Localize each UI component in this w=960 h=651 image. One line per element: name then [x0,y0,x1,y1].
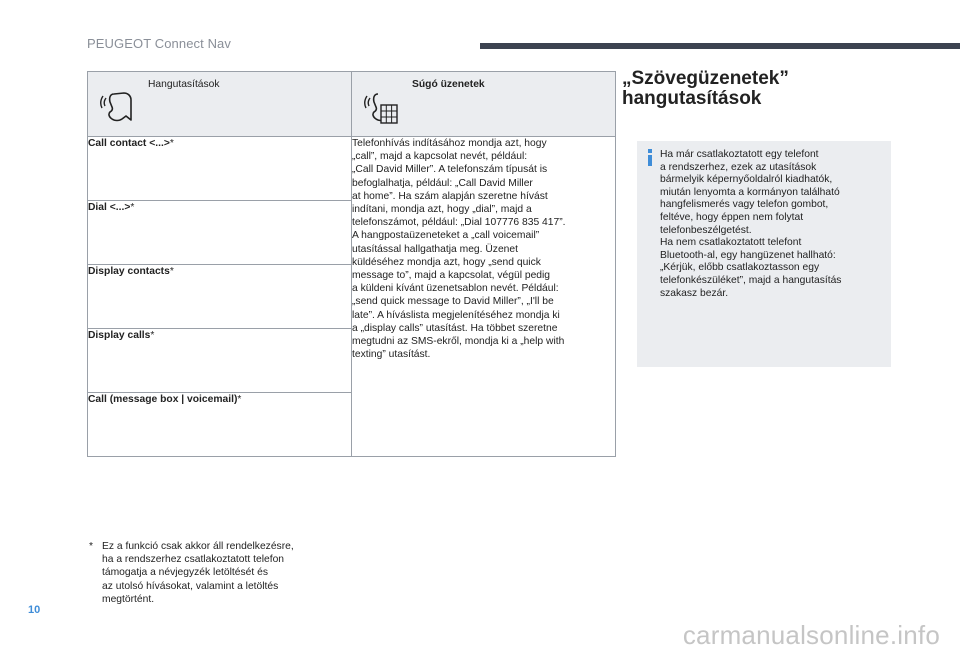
command-text: Dial <...> [88,202,131,213]
running-header-title: PEUGEOT Connect Nav [87,36,231,51]
command-text: Display contacts [88,266,170,277]
command-text: Call (message box | voicemail) [88,394,238,405]
command-cell [88,329,352,393]
command-cell [88,393,352,457]
footnote-star: * [237,394,242,405]
header-cell-voice-commands [88,72,352,137]
help-message-icon [364,88,400,126]
watermark: carmanualsonline.info [682,620,940,650]
footnote [89,540,349,606]
voice-command-icon [100,88,136,126]
voice-command-table [87,71,616,457]
footnote-text: Ez a funkció csak akkor áll rendelkezésre, ha a rendszerhez csatlakoztatott telefon támogatja a névjegyzék letöltését és az utolsó hívásokat, valamint a letöltés megtörtént. [102,541,294,605]
header-label-voice-commands: Hangutasítások [148,79,220,90]
header-bar [480,43,960,49]
footnote-star: * [169,138,174,149]
table-row [88,137,616,201]
footnote-marker: * [89,541,94,552]
footnote-star: * [130,202,135,213]
info-box [637,141,891,367]
command-cell [88,137,352,201]
footnote-star: * [169,266,174,277]
footnote-star: * [150,330,155,341]
info-icon [648,149,653,165]
table-header-row [88,72,616,137]
info-text: Ha már csatlakoztatott egy telefont a rendszerhez, ezek az utasítások bármelyik képernyőoldalról kiadhatók, miután lenyomta a kormányon található hangfelismerés vagy telefon gombot, feltéve, hogy éppen nem folytat telefonbeszélgetést. Ha nem csatlakoztatott telefont Bluetooth-al, egy hangüzenet hallható: „Kérjük, előbb csatlakoztasson egy telefonkészüléket”, majd a hangutasítás szakasz bezár. [660,149,842,299]
command-cell [88,265,352,329]
header-label-help-messages: Súgó üzenetek [412,79,485,90]
page-number: 10 [28,604,41,616]
description-cell: Telefonhívás indításához mondja azt, hogy „call”, majd a kapcsolat nevét, például: „Call David Miller”. A telefonszám típusát is befoglalhatja, például: „Call David Miller at home”. Ha szám alapján szeretne hívást indítani, mondja azt, hogy „dial”, majd a telefonszámot, például: „Dial 107776 835 417”. A hangpostaüzeneteket a „call voicemail” utasítással hallgathatja meg. Üzenet küldéséhez mondja azt, hogy „send quick message to”, majd a kapcsolat, végül pedig a küldeni kívánt üzenetsablon nevét. Például: „send quick message to David Miller”, „I'll be late”. A híváslista megjelenítéséhez mondja ki a „display calls” utasítást. Ha többet szeretne megtudni az SMS-ekről, mondja ki a „help with texting” utasítást. [352,137,616,457]
section-title: „Szövegüzenetek” hangutasítások [622,68,789,109]
command-cell [88,201,352,265]
command-text: Call contact <...> [88,138,170,149]
command-text: Display calls [88,330,151,341]
header-cell-help-messages [352,72,616,137]
